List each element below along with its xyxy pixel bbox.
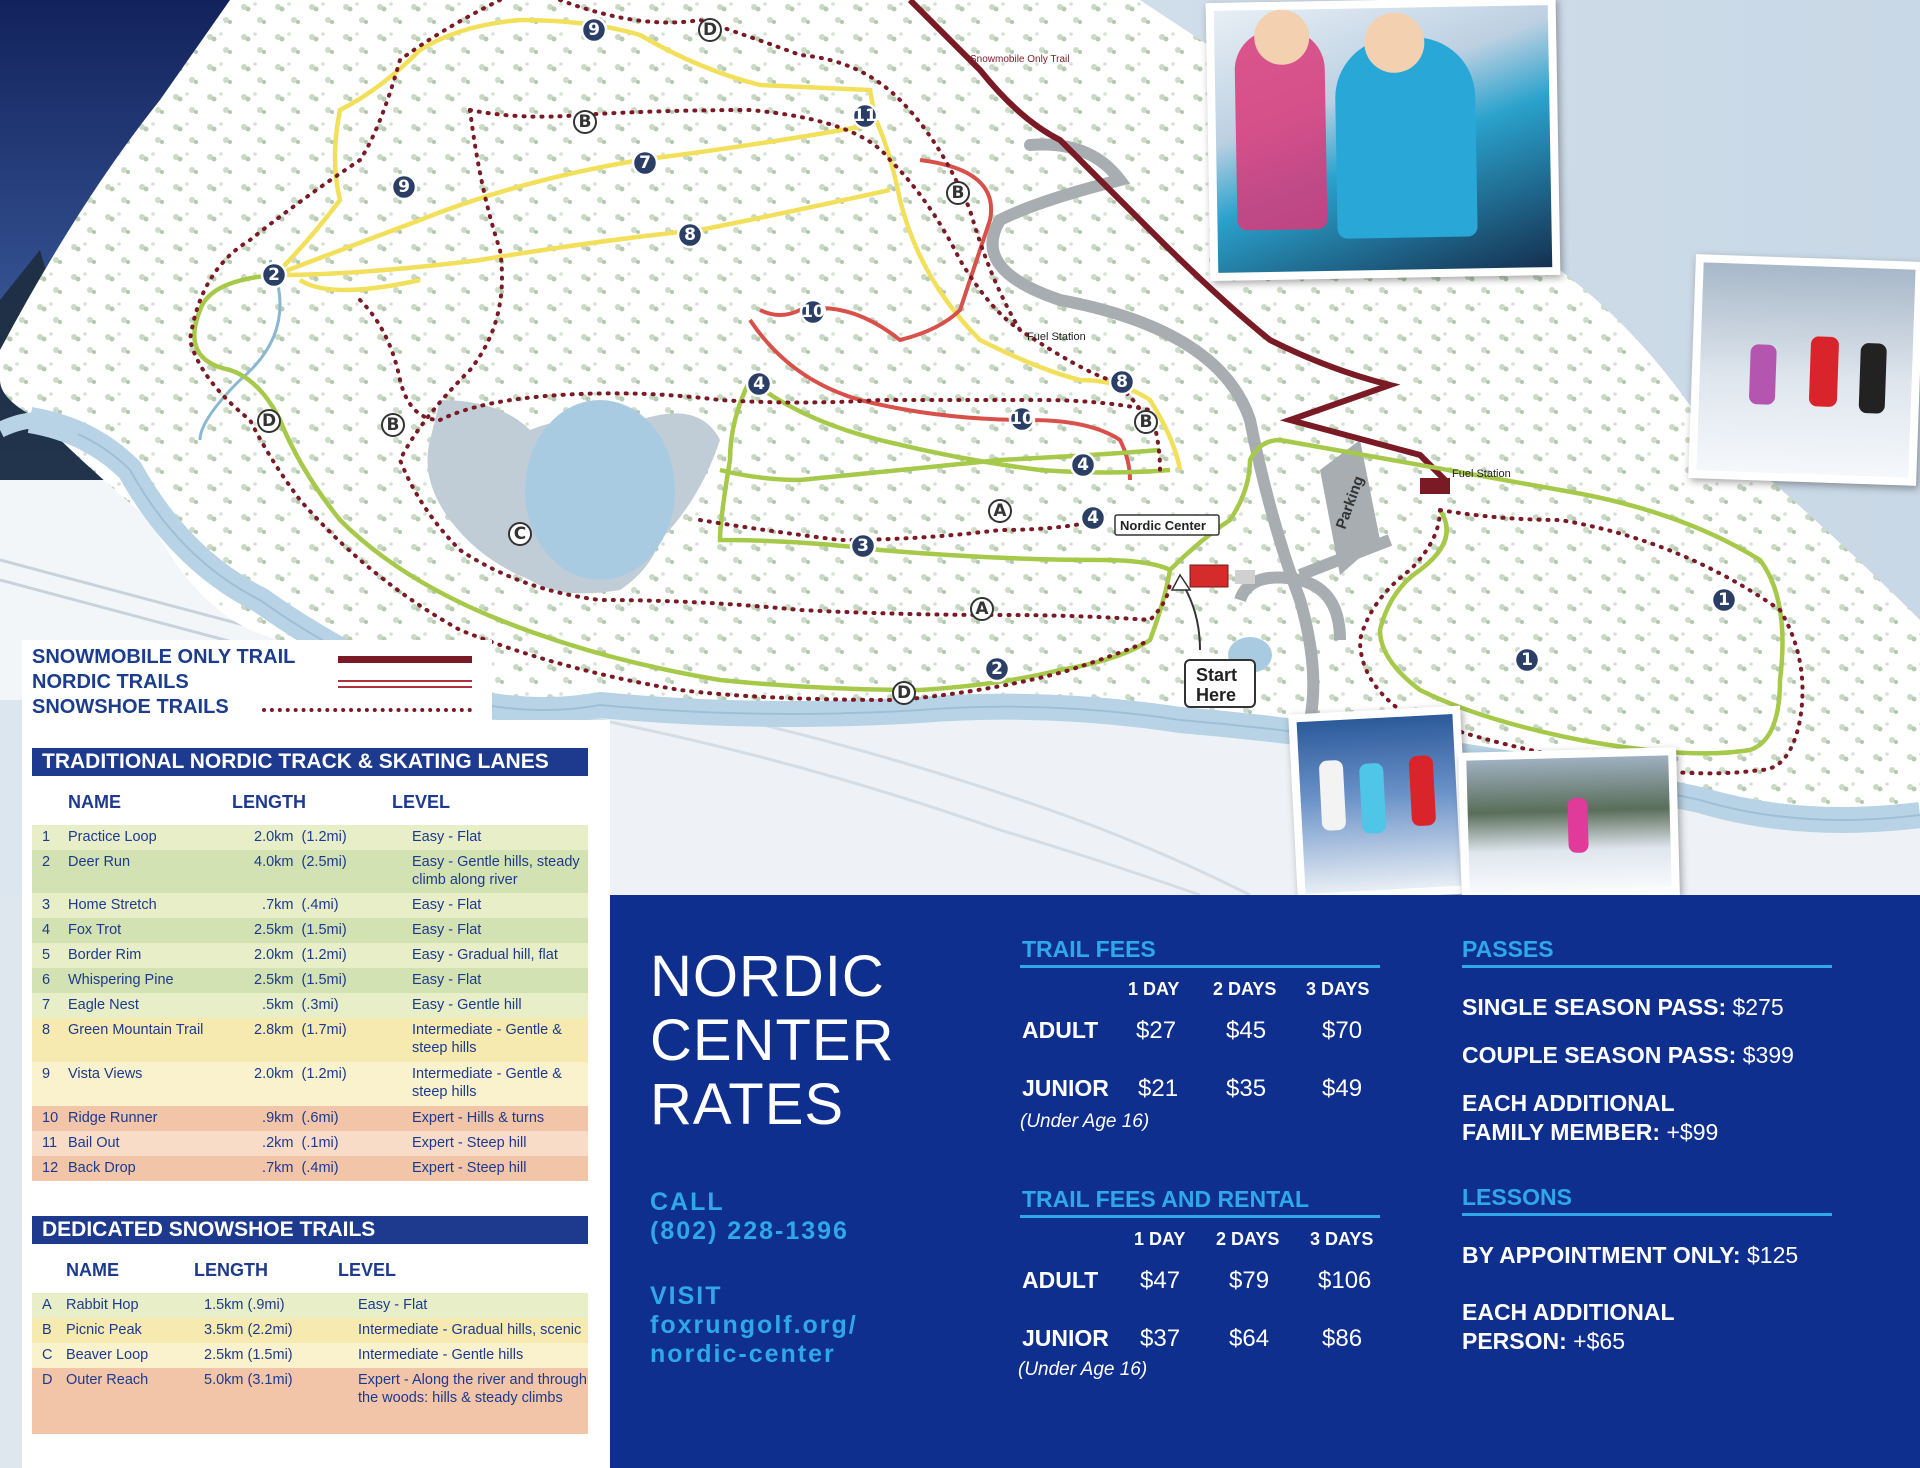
- website-url-line-1[interactable]: foxrungolf.org/: [650, 1311, 858, 1339]
- nordic-trail-length: .5km (.3mi): [254, 997, 339, 1013]
- snowshoe-trail-row: [32, 1368, 588, 1434]
- nordic-trail-name: Back Drop: [68, 1160, 136, 1176]
- trail-badge-label: 4: [1087, 508, 1099, 528]
- nordic-trail-badge: [633, 151, 657, 175]
- fuel-station-label: Fuel Station: [1027, 331, 1086, 343]
- nordic-trail-length: .7km (.4mi): [254, 897, 339, 913]
- website-url-line-2[interactable]: nordic-center: [650, 1340, 836, 1368]
- snowshoe-col-level: LEVEL: [338, 1260, 397, 1280]
- snowshoe-col-name: NAME: [66, 1260, 119, 1280]
- snowshoe-trail-badge: [989, 500, 1011, 522]
- nordic-trail-row: [32, 918, 588, 943]
- trail-fees-rule: [1020, 965, 1380, 968]
- nordic-trail-length: 2.0km (1.2mi): [254, 829, 347, 845]
- single-season-pass-label: SINGLE SEASON PASS:: [1462, 994, 1727, 1020]
- trail-badge-label: 1: [1521, 650, 1533, 670]
- nordic-trail-level: Expert - Steep hill: [412, 1160, 527, 1176]
- trail-fees-adult-2days: $45: [1226, 1017, 1267, 1044]
- rental-fees-junior-2days: $64: [1229, 1325, 1270, 1352]
- photo-family-skiing: [1688, 254, 1920, 486]
- trail-fees-title: TRAIL FEES: [1022, 936, 1156, 962]
- rates-title-line-3: RATES: [650, 1072, 845, 1137]
- phone-number[interactable]: (802) 228-1396: [650, 1217, 849, 1245]
- snowshoe-trail-level: Intermediate - Gentle hills: [358, 1347, 524, 1363]
- trail-tables: [22, 720, 610, 1468]
- trail-badge-label: C: [513, 524, 527, 544]
- rates-panel: [610, 895, 1920, 1468]
- rental-fees-rule: [1020, 1215, 1380, 1218]
- lesson-additional-person: [1462, 1298, 1675, 1356]
- lesson-person-price: +$65: [1566, 1328, 1625, 1354]
- start-here-label-2: Here: [1196, 685, 1237, 705]
- snowshoe-trail-badge: [382, 414, 404, 436]
- rental-fees-junior-1day: $37: [1140, 1325, 1181, 1352]
- nordic-trail-badge: [1712, 588, 1736, 612]
- trail-badge-label: B: [1139, 412, 1153, 432]
- snowshoe-trail-row: [32, 1318, 588, 1343]
- nordic-trail-badge: [1515, 648, 1539, 672]
- nordic-col-level: LEVEL: [392, 792, 451, 812]
- snowshoe-trail-badge: [574, 111, 596, 133]
- lesson-appointment-label: BY APPOINTMENT ONLY:: [1462, 1242, 1741, 1268]
- nordic-trail-num: 11: [42, 1135, 58, 1151]
- nordic-trail-row: [32, 1062, 588, 1106]
- trail-fees-junior-note: (Under Age 16): [1020, 1111, 1150, 1132]
- rental-fees-adult-1day: $47: [1140, 1267, 1181, 1294]
- rental-fees-adult-label: ADULT: [1022, 1267, 1099, 1293]
- trail-fees-adult-3days: $70: [1322, 1017, 1363, 1044]
- nordic-trail-badge: [851, 534, 875, 558]
- rates-title: [650, 945, 894, 1137]
- rental-fees-1day: 1 DAY: [1134, 1229, 1186, 1249]
- rental-fees-adult-2days: $79: [1229, 1267, 1270, 1294]
- single-season-pass-price: $275: [1726, 994, 1784, 1020]
- nordic-trail-badge: [985, 657, 1009, 681]
- trail-badge-label: B: [951, 183, 965, 203]
- couple-season-pass-price: $399: [1736, 1042, 1794, 1068]
- trail-badge-label: A: [993, 501, 1007, 521]
- nordic-trail-row: [32, 850, 588, 893]
- snowshoe-trail-level: Intermediate - Gradual hills, scenic: [358, 1322, 582, 1338]
- nordic-trail-num: 7: [42, 997, 51, 1013]
- trail-badge-label: A: [975, 599, 989, 619]
- nordic-trail-row: [32, 993, 588, 1018]
- family-member-label-2: FAMILY MEMBER:: [1462, 1119, 1661, 1145]
- snowmobile-only-trail-label: Snowmobile Only Trail: [970, 54, 1070, 65]
- legend-snowmobile-label: SNOWMOBILE ONLY TRAIL: [32, 646, 296, 668]
- nordic-trail-row: [32, 825, 588, 850]
- nordic-trail-badge: [1081, 506, 1105, 530]
- nordic-trail-num: 6: [42, 972, 51, 988]
- nordic-trail-length: .2km (.1mi): [254, 1135, 339, 1151]
- nordic-trail-badge: [1010, 407, 1034, 431]
- nordic-trail-length: 4.0km (2.5mi): [254, 854, 347, 870]
- nordic-trail-num: 4: [42, 922, 51, 938]
- nordic-trail-row: [32, 943, 588, 968]
- nordic-trail-name: Home Stretch: [68, 897, 157, 913]
- trail-badge-label: 8: [1116, 372, 1128, 392]
- rental-fees-3days: 3 DAYS: [1310, 1229, 1374, 1249]
- trail-badge-label: 1: [1718, 590, 1730, 610]
- photo-skiers-smiling: [1206, 0, 1561, 281]
- nordic-trail-num: 9: [42, 1066, 51, 1082]
- nordic-trail-level: Easy - Flat: [412, 922, 482, 938]
- trail-badge-label: D: [702, 20, 718, 40]
- legend-snowshoe-label: SNOWSHOE TRAILS: [32, 696, 229, 718]
- snowshoe-trail-name: Rabbit Hop: [66, 1297, 139, 1313]
- lessons-rule: [1462, 1213, 1832, 1216]
- snowshoe-trail-length: 2.5km (1.5mi): [204, 1347, 293, 1363]
- snowshoe-trail-num: B: [42, 1322, 52, 1338]
- nordic-table-title: TRADITIONAL NORDIC TRACK & SKATING LANES: [32, 748, 588, 776]
- nordic-trail-length: 2.8km (1.7mi): [254, 1022, 347, 1038]
- nordic-trail-num: 1: [42, 829, 51, 845]
- trail-badge-label: 9: [398, 177, 410, 197]
- trail-fees-1day: 1 DAY: [1128, 979, 1180, 999]
- snowshoe-trail-length: 3.5km (2.2mi): [204, 1322, 293, 1338]
- trail-legend: [22, 640, 492, 720]
- nordic-trail-row: [32, 968, 588, 993]
- nordic-trail-row: [32, 1018, 588, 1062]
- trail-badge-label: 8: [684, 225, 696, 245]
- nordic-trail-row: [32, 1106, 588, 1131]
- nordic-trail-level: Expert - Hills & turns: [412, 1110, 545, 1126]
- legend-snowmobile-line: [338, 656, 472, 663]
- single-season-pass: [1462, 993, 1784, 1022]
- trail-fees-2days: 2 DAYS: [1213, 979, 1277, 999]
- trail-badge-label: 4: [1077, 455, 1089, 475]
- snowshoe-trail-length: 1.5km (.9mi): [204, 1297, 285, 1313]
- rental-fees-title: TRAIL FEES AND RENTAL: [1022, 1186, 1310, 1212]
- nordic-trail-length: .9km (.6mi): [254, 1110, 339, 1126]
- snowshoe-trail-badge: [1135, 411, 1157, 433]
- fuel-station-marker: [1420, 478, 1450, 494]
- nordic-trail-row: [32, 893, 588, 918]
- nordic-trail-level: Easy - Flat: [412, 829, 482, 845]
- nordic-trail-badge: [262, 263, 286, 287]
- snowshoe-trail-name: Picnic Peak: [66, 1322, 142, 1338]
- nordic-trail-name: Practice Loop: [68, 829, 157, 845]
- nordic-trail-level: Intermediate - Gentle & steep hills: [412, 1022, 562, 1056]
- lessons-title: LESSONS: [1462, 1184, 1572, 1210]
- nordic-trail-name: Vista Views: [68, 1066, 143, 1082]
- nordic-trail-num: 8: [42, 1022, 51, 1038]
- trail-badge-label: D: [261, 411, 277, 431]
- nordic-trail-name: Ridge Runner: [68, 1110, 158, 1126]
- snowshoe-trail-name: Outer Reach: [66, 1372, 149, 1388]
- snowshoe-trail-num: D: [42, 1372, 53, 1388]
- nordic-trail-length: 2.5km (1.5mi): [254, 972, 347, 988]
- trail-fees-adult-1day: $27: [1136, 1017, 1177, 1044]
- nordic-trail-level: Easy - Flat: [412, 897, 482, 913]
- nordic-trail-name: Bail Out: [68, 1135, 120, 1151]
- trail-badge-label: 3: [857, 536, 869, 556]
- nordic-trail-level: Easy - Flat: [412, 972, 482, 988]
- nordic-trail-name: Green Mountain Trail: [68, 1022, 204, 1038]
- snowshoe-trail-badge: [699, 19, 721, 41]
- snowshoe-col-length: LENGTH: [194, 1260, 268, 1280]
- parking-label: Parking: [1332, 473, 1368, 532]
- rental-fees-junior-note: (Under Age 16): [1018, 1359, 1148, 1380]
- nordic-trail-row: [32, 1156, 588, 1181]
- couple-season-pass-label: COUPLE SEASON PASS:: [1462, 1042, 1737, 1068]
- trail-fees-junior-3days: $49: [1322, 1075, 1363, 1102]
- nordic-center-building: [1190, 565, 1228, 587]
- nordic-col-length: LENGTH: [232, 792, 306, 812]
- nordic-trail-badge: [1071, 453, 1095, 477]
- visit-label: VISIT: [650, 1282, 723, 1310]
- snowshoe-trail-row: [32, 1293, 588, 1318]
- snowshoe-trail-badge: [971, 598, 993, 620]
- nordic-trail-badge: [582, 18, 606, 42]
- rental-fees-adult-3days: $106: [1318, 1267, 1372, 1294]
- snowshoe-trail-num: C: [42, 1347, 53, 1363]
- legend-nordic-label: NORDIC TRAILS: [32, 671, 189, 693]
- nordic-trail-length: 2.0km (1.2mi): [254, 947, 347, 963]
- nordic-trail-badge: [853, 104, 877, 128]
- nordic-trail-level: Easy - Gentle hill: [412, 997, 522, 1013]
- family-member-pass: [1462, 1089, 1718, 1147]
- snowshoe-trail-length: 5.0km (3.1mi): [204, 1372, 293, 1388]
- rental-fees-junior-label: JUNIOR: [1022, 1325, 1109, 1351]
- trail-badge-label: 10: [801, 302, 825, 322]
- nordic-trail-name: Whispering Pine: [68, 972, 174, 988]
- snowshoe-trail-level: Expert - Along the river and through the woods: hills & steady climbs: [358, 1372, 587, 1406]
- trail-badge-label: B: [578, 112, 592, 132]
- trail-badge-label: 10: [1010, 409, 1034, 429]
- nordic-trail-num: 3: [42, 897, 51, 913]
- start-here-label-1: Start: [1196, 665, 1238, 685]
- snowshoe-trail-level: Easy - Flat: [358, 1297, 428, 1313]
- rates-title-line-2: CENTER: [650, 1008, 895, 1073]
- snowshoe-trail-name: Beaver Loop: [66, 1347, 149, 1363]
- nordic-center-label: Nordic Center: [1120, 518, 1206, 533]
- rental-fees-2days: 2 DAYS: [1216, 1229, 1280, 1249]
- family-member-label-1: EACH ADDITIONAL: [1462, 1090, 1675, 1116]
- nordic-trail-length: .7km (.4mi): [254, 1160, 339, 1176]
- rental-fees-junior-3days: $86: [1322, 1325, 1363, 1352]
- snowshoe-table-title: DEDICATED SNOWSHOE TRAILS: [32, 1216, 588, 1244]
- nordic-trail-num: 5: [42, 947, 51, 963]
- nordic-trail-level: Expert - Steep hill: [412, 1135, 527, 1151]
- legend-nordic-line: [338, 680, 472, 688]
- nordic-trail-level: Easy - Gradual hill, flat: [412, 947, 558, 963]
- passes-title: PASSES: [1462, 936, 1554, 962]
- couple-season-pass: [1462, 1041, 1794, 1070]
- trail-badge-label: B: [386, 415, 400, 435]
- trail-fees-junior-label: JUNIOR: [1022, 1075, 1109, 1101]
- nordic-trail-badge: [392, 175, 416, 199]
- lesson-appointment-price: $125: [1740, 1242, 1799, 1268]
- trail-badge-label: 9: [588, 20, 600, 40]
- nordic-trail-row: [32, 1131, 588, 1156]
- trail-fees-junior-1day: $21: [1138, 1075, 1179, 1102]
- nordic-trail-length: 2.5km (1.5mi): [254, 922, 347, 938]
- nordic-trail-name: Deer Run: [68, 854, 131, 870]
- photo-child-skiing: [1458, 747, 1680, 895]
- photo-snowshoers: [1288, 706, 1470, 895]
- trail-fees-adult-label: ADULT: [1022, 1017, 1099, 1043]
- nordic-trail-num: 2: [42, 854, 51, 870]
- call-label: CALL: [650, 1188, 725, 1216]
- nordic-trail-name: Border Rim: [68, 947, 142, 963]
- trail-badge-label: 4: [753, 374, 765, 394]
- nordic-trail-num: 10: [42, 1110, 59, 1126]
- snowshoe-trail-row: [32, 1343, 588, 1368]
- rates-title-line-1: NORDIC: [650, 944, 885, 1009]
- nordic-trail-length: 2.0km (1.2mi): [254, 1066, 347, 1082]
- nordic-col-name: NAME: [68, 792, 121, 812]
- nordic-trail-name: Fox Trot: [68, 922, 122, 938]
- snowshoe-trail-badge: [509, 523, 531, 545]
- nordic-trail-badge: [747, 372, 771, 396]
- passes-rule: [1462, 965, 1832, 968]
- trail-fees-3days: 3 DAYS: [1306, 979, 1370, 999]
- fuel-station-label-2: Fuel Station: [1452, 468, 1511, 480]
- nordic-trail-level: Intermediate - Gentle & steep hills: [412, 1066, 562, 1100]
- nordic-trail-level: Easy - Gentle hills, steady climb along river: [412, 854, 580, 888]
- family-member-price: +$99: [1660, 1119, 1719, 1145]
- snowshoe-trail-badge: [893, 682, 915, 704]
- lesson-person-label-2: PERSON:: [1462, 1328, 1567, 1354]
- snowshoe-trail-badge: [947, 182, 969, 204]
- trail-badge-label: 11: [853, 106, 877, 126]
- lesson-appointment: [1462, 1241, 1798, 1270]
- legend-snowshoe-line: [262, 708, 472, 712]
- trail-badge-label: 2: [991, 659, 1003, 679]
- nordic-trail-badge: [801, 300, 825, 324]
- nordic-trail-name: Eagle Nest: [68, 997, 139, 1013]
- trail-fees-junior-2days: $35: [1226, 1075, 1267, 1102]
- trail-badge-label: 2: [268, 265, 280, 285]
- nordic-trail-num: 12: [42, 1160, 59, 1176]
- trail-badge-label: 7: [639, 153, 651, 173]
- nordic-trail-badge: [1110, 370, 1134, 394]
- nordic-trail-badge: [678, 223, 702, 247]
- trail-badge-label: D: [896, 683, 912, 703]
- snowshoe-trail-badge: [258, 410, 280, 432]
- lesson-person-label-1: EACH ADDITIONAL: [1462, 1299, 1675, 1325]
- snowshoe-trail-num: A: [42, 1297, 52, 1313]
